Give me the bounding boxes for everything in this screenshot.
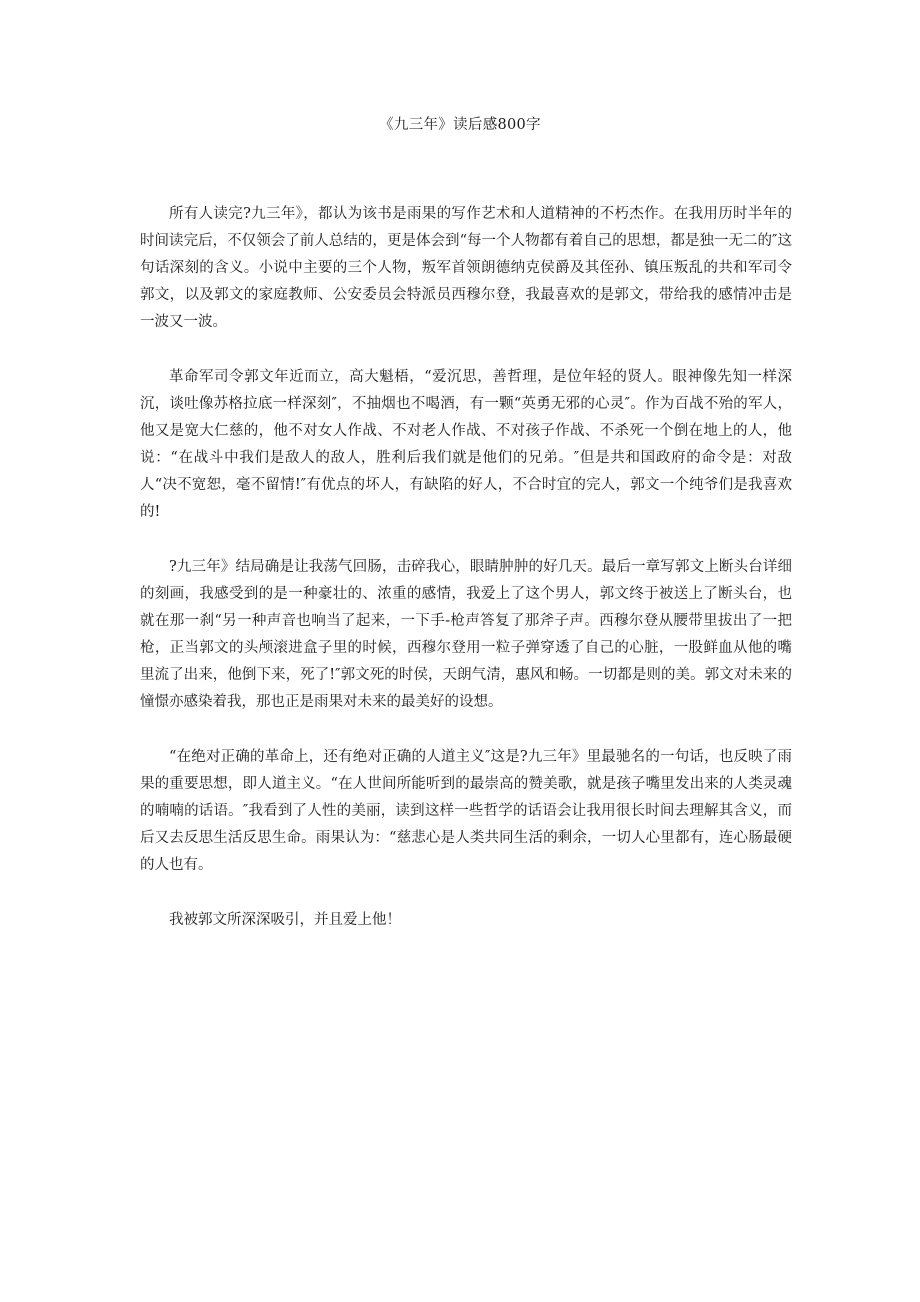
document-body <box>140 201 792 962</box>
paragraph-1: 所有人读完?九三年》，都认为该书是雨果的写作艺术和人道精神的不朽杰作。在我用历时半年的时间读完后，不仅领会了前人总结的，更是体会到“每一个人物都有着自己的思想，都是独一无二的″这句话深刻的含义。小说中主要的三个人物，叛军首领朗德纳克侯爵及其侄孙、镇压叛乱的共和军司令郭文，以及郭文的家庭教师、公安委员会特派员西穆尔登，我最喜欢的是郭文，带给我的感情冲击是一波又一波。 <box>140 206 792 330</box>
paragraph-2: 革命军司令郭文年近而立，高大魁梧，“爱沉思，善哲理，是位年轻的贤人。眼神像先知一样深沉，谈吐像苏格拉底一样深刻″，不抽烟也不喝酒，有一颗“英勇无邪的心灵″。作为百战不殆的军人，他又是宽大仁慈的，他不对女人作战、不对老人作战、不对孩子作战、不杀死一个倒在地上的人，他说：“在战斗中我们是敌人的敌人，胜利后我们就是他们的兄弟。″但是共和国政府的命令是：对敌人“决不宽恕，毫不留情!″有优点的坏人，有缺陷的好人，不合时宜的完人，郭文一个纯爷们是我喜欢的! <box>140 369 792 520</box>
paragraph-3: ?九三年》结局确是让我荡气回肠，击碎我心，眼睛肿肿的好几天。最后一章写郭文上断头台详细的刻画，我感受到的是一种豪壮的、浓重的感情，我爱上了这个男人，郭文终于被送上了断头台，也就在那一刹“另一种声音也响当了起来，一下手-枪声答复了那斧子声。西穆尔登从腰带里拔出了一把枪，正当郭文的头颅滚进盒子里的时候，西穆尔登用一粒子弹穿透了自己的心脏，一股鲜血从他的嘴里流了出来，他倒下来，死了!″郭文死的时侯，天朗气清，惠风和畅。一切都是则的美。郭文对未来的憧憬亦感染着我，那也正是雨果对未来的最美好的设想。 <box>140 559 792 710</box>
paragraph-5: 我被郭文所深深吸引，并且爱上他！ <box>169 912 401 928</box>
paragraph-4: “在绝对正确的革命上，还有绝对正确的人道主义″这是?九三年》里最驰名的一句话，也反映了雨果的重要思想，即人道主义。“在人世间所能听到的最崇高的赞美歌，就是孩子嘴里发出来的人类灵魂的喃喃的话语。″我看到了人性的美丽，读到这样一些哲学的话语会让我用很长时间去理解其含义，而后又去反思生活反思生命。雨果认为：“慈悲心是人类共同生活的剩余，一切人心里都有，连心肠最硬的人也有。 <box>140 749 792 873</box>
document-title: 《九三年》读后感800字 <box>379 117 541 133</box>
